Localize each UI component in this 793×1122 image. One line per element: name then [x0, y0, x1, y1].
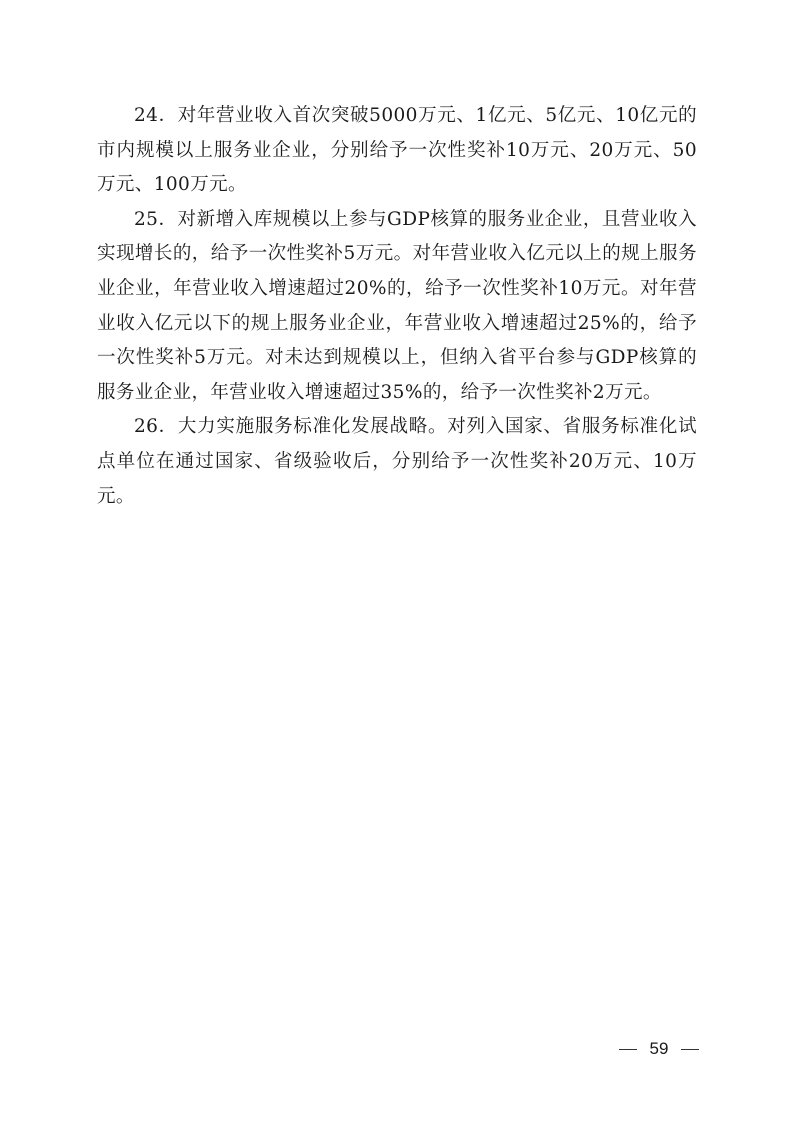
paragraph-25: 25．对新增入库规模以上参与GDP核算的服务业企业，且营业收入实现增长的，给予一次性奖补5万元。对年营业收入亿元以上的规上服务业企业，年营业收入增速超过20%的，给予一次性奖补10万元。对年营业收入亿元以下的规上服务业企业，年营业收入增速超过25%的，给予一次性奖补5万元。对未达到规模以上，但纳入省平台参与GDP核算的服务业企业，年营业收入增速超过35%的，给予一次性奖补2万元。	[97, 208, 697, 403]
document-body	[97, 99, 697, 514]
page-number: 59	[649, 1039, 669, 1058]
left-dash	[619, 1049, 637, 1050]
page-number-footer	[619, 1038, 699, 1060]
right-dash	[681, 1049, 699, 1050]
paragraph-24: 24．对年营业收入首次突破5000万元、1亿元、5亿元、10亿元的市内规模以上服务业企业，分别给予一次性奖补10万元、20万元、50万元、100万元。	[97, 105, 697, 196]
paragraph-26: 26．大力实施服务标准化发展战略。对列入国家、省服务标准化试点单位在通过国家、省级验收后，分别给予一次性奖补20万元、10万元。	[97, 416, 697, 507]
